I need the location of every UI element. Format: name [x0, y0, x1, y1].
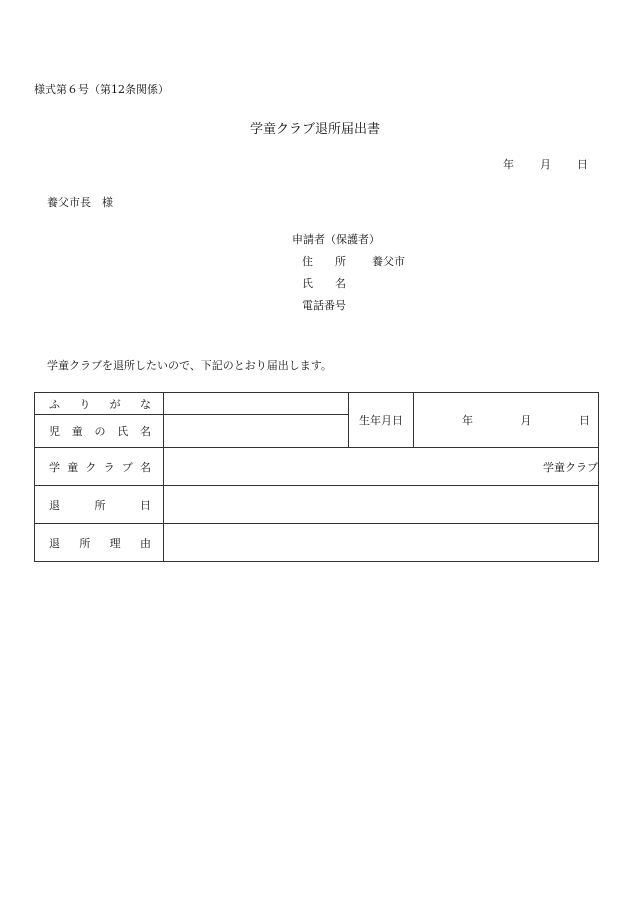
club-name-char: ブ — [121, 460, 133, 474]
addressee: 養父市長 様 — [47, 196, 113, 209]
furigana-char: が — [109, 397, 121, 411]
leave-date-char: 所 — [94, 498, 106, 512]
reason-char: 退 — [49, 536, 60, 550]
address-value: 養父市 — [372, 255, 405, 268]
club-name-char: 学 — [49, 460, 60, 474]
reason-field[interactable] — [164, 524, 599, 562]
applicant-phone-row — [302, 297, 372, 313]
name-label: 氏 名 — [302, 277, 346, 290]
birth-month-label: 月 — [520, 414, 532, 427]
leave-date-label-cell — [35, 486, 164, 524]
child-name-field[interactable] — [164, 415, 349, 448]
club-name-char: 名 — [139, 460, 151, 474]
child-name-char: 童 — [71, 425, 83, 438]
form-number: 様式第６号（第12条関係） — [34, 83, 169, 96]
reason-char: 由 — [139, 536, 151, 550]
furigana-label-cell — [35, 393, 164, 415]
leave-date-char: 日 — [140, 498, 151, 512]
applicant-address-row — [302, 253, 405, 269]
child-name-label-cell — [35, 415, 164, 448]
address-label: 住 所 — [302, 255, 346, 268]
birth-year-label: 年 — [462, 414, 473, 427]
furigana-char: ふ — [49, 397, 60, 411]
furigana-char: り — [79, 397, 91, 411]
furigana-field[interactable] — [164, 393, 349, 415]
child-name-char: 氏 — [117, 425, 129, 438]
child-name-char: 児 — [49, 425, 60, 438]
leave-date-field[interactable] — [164, 486, 599, 524]
date-month-label: 月 — [540, 158, 551, 171]
applicant-name-row — [302, 275, 372, 291]
date-year-label: 年 — [503, 158, 514, 171]
club-name-char: 童 — [67, 460, 79, 474]
withdrawal-form-table — [34, 392, 599, 562]
club-name-field[interactable]: 学童クラブ — [164, 448, 599, 486]
reason-label-cell — [35, 524, 164, 562]
reason-char: 所 — [79, 536, 91, 550]
furigana-char: な — [139, 397, 151, 411]
club-name-char: ク — [85, 460, 97, 474]
applicant-label: 申請者（保護者） — [292, 233, 380, 246]
document-title: 学童クラブ退所届出書 — [249, 122, 380, 137]
birthdate-field[interactable] — [414, 393, 599, 448]
child-name-char: 名 — [140, 425, 151, 438]
submission-date — [503, 156, 588, 172]
child-name-char: の — [94, 425, 106, 438]
phone-label: 電話番号 — [302, 299, 346, 312]
date-day-label: 日 — [577, 158, 588, 171]
statement-text: 学童クラブを退所したいので、下記のとおり届出します。 — [47, 359, 332, 372]
reason-char: 理 — [109, 536, 121, 550]
club-name-char: ラ — [103, 460, 115, 474]
club-name-label-cell — [35, 448, 164, 486]
leave-date-char: 退 — [49, 498, 60, 512]
birth-day-label: 日 — [579, 414, 590, 427]
birthdate-label: 生年月日 — [349, 393, 414, 448]
